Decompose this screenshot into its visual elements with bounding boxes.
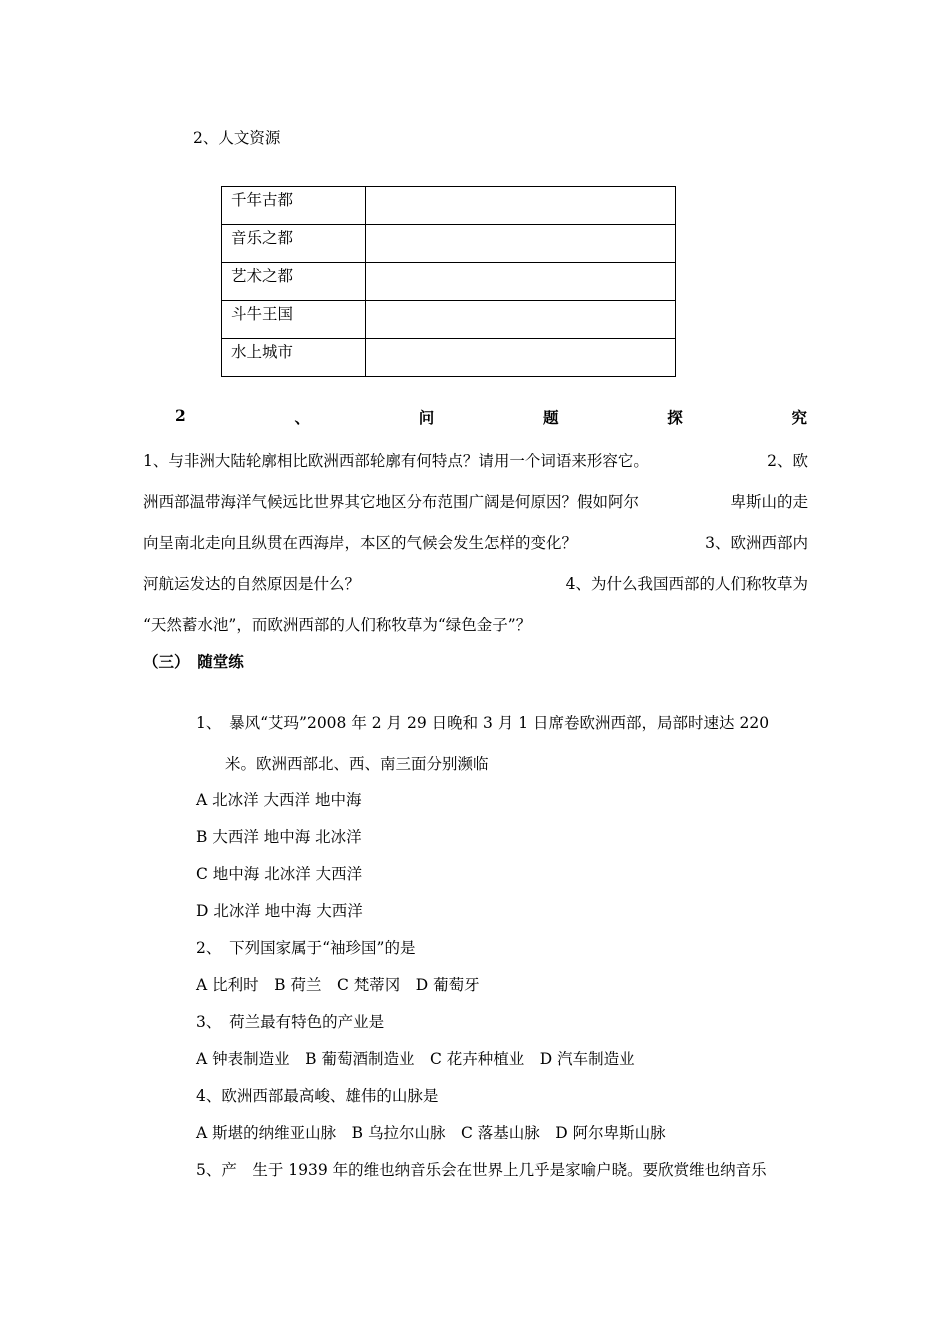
table-cell-label: 艺术之都: [222, 263, 366, 301]
text-segment: 向呈南北走向且纵贯在西海岸，本区的气候会发生怎样的变化？: [143, 534, 578, 552]
table-row: [222, 339, 676, 377]
text-segment: 河航运发达的自然原因是什么？: [143, 575, 361, 593]
question-3-options[interactable]: A 钟表制造业 B 葡萄酒制造业 C 花卉种植业 D 汽车制造业: [196, 1050, 635, 1068]
text-segment: 2、欧: [767, 452, 808, 470]
answer-option[interactable]: A 北冰洋 大西洋 地中海: [196, 791, 362, 809]
answer-option[interactable]: B 大西洋 地中海 北冰洋: [196, 828, 362, 846]
inquiry-heading-char: 探: [667, 408, 683, 427]
text-segment: 1、与非洲大陆轮廓相比欧洲西部轮廓有何特点？请用一个词语来形容它。: [143, 452, 649, 470]
text-segment: “天然蓄水池”，而欧洲西部的人们称牧草为“绿色金子”？: [143, 616, 532, 634]
inquiry-questions: [143, 441, 808, 646]
question-2-options[interactable]: A 比利时 B 荷兰 C 梵蒂冈 D 葡萄牙: [196, 976, 480, 994]
inquiry-heading: [175, 406, 807, 428]
table-row: [222, 301, 676, 339]
question-1-continued: 米。欧洲西部北、西、南三面分别濒临: [225, 755, 489, 773]
table-cell-label: 斗牛王国: [222, 301, 366, 339]
inquiry-heading-char: 究: [791, 408, 807, 427]
answer-option[interactable]: C 地中海 北冰洋 大西洋: [196, 865, 363, 883]
table-row: [222, 187, 676, 225]
question-3: 3、 荷兰最有特色的产业是: [196, 1013, 385, 1031]
text-segment: 4、为什么我国西部的人们称牧草为: [565, 575, 808, 593]
question-2: 2、 下列国家属于“袖珍国”的是: [196, 939, 416, 957]
inquiry-heading-char: 、: [294, 408, 311, 427]
paragraph-line: [143, 441, 808, 482]
question-1: 1、 暴风“艾玛”2008 年 2 月 29 日晚和 3 月 1 日席卷欧洲西部，局部时速达 220: [196, 714, 770, 732]
table-cell-label: 音乐之都: [222, 225, 366, 263]
table-cell-answer[interactable]: [366, 263, 676, 301]
table-cell-answer[interactable]: [366, 339, 676, 377]
paragraph-line: [143, 523, 808, 564]
table-cell-label: 千年古都: [222, 187, 366, 225]
human-resources-table: [221, 186, 676, 377]
text-segment: 卑斯山的走: [730, 493, 808, 511]
table-row: [222, 225, 676, 263]
inquiry-heading-char: 问: [418, 408, 435, 427]
question-4: 4、欧洲西部最高峻、雄伟的山脉是: [196, 1087, 439, 1105]
inquiry-heading-char: 题: [542, 408, 559, 427]
text-segment: 洲西部温带海洋气候远比世界其它地区分布范围广阔是何原因？假如阿尔: [143, 493, 640, 511]
section-title-human-resources: 2、人文资源: [193, 129, 281, 147]
table-cell-label: 水上城市: [222, 339, 366, 377]
table-cell-answer[interactable]: [366, 187, 676, 225]
question-4-options[interactable]: A 斯堪的纳维亚山脉 B 乌拉尔山脉 C 落基山脉 D 阿尔卑斯山脉: [196, 1124, 666, 1142]
table-cell-answer[interactable]: [366, 301, 676, 339]
table-cell-answer[interactable]: [366, 225, 676, 263]
practice-heading: （三） 随堂练: [143, 652, 244, 671]
inquiry-heading-char: 2: [175, 406, 186, 425]
text-segment: 3、欧洲西部内: [705, 534, 808, 552]
paragraph-line: [143, 564, 808, 605]
table-row: [222, 263, 676, 301]
paragraph-line: [143, 605, 808, 646]
paragraph-line: [143, 482, 808, 523]
answer-option[interactable]: D 北冰洋 地中海 大西洋: [196, 902, 363, 920]
question-5: 5、产 生于 1939 年的维也纳音乐会在世界上几乎是家喻户晓。要欣赏维也纳音乐: [196, 1161, 767, 1179]
